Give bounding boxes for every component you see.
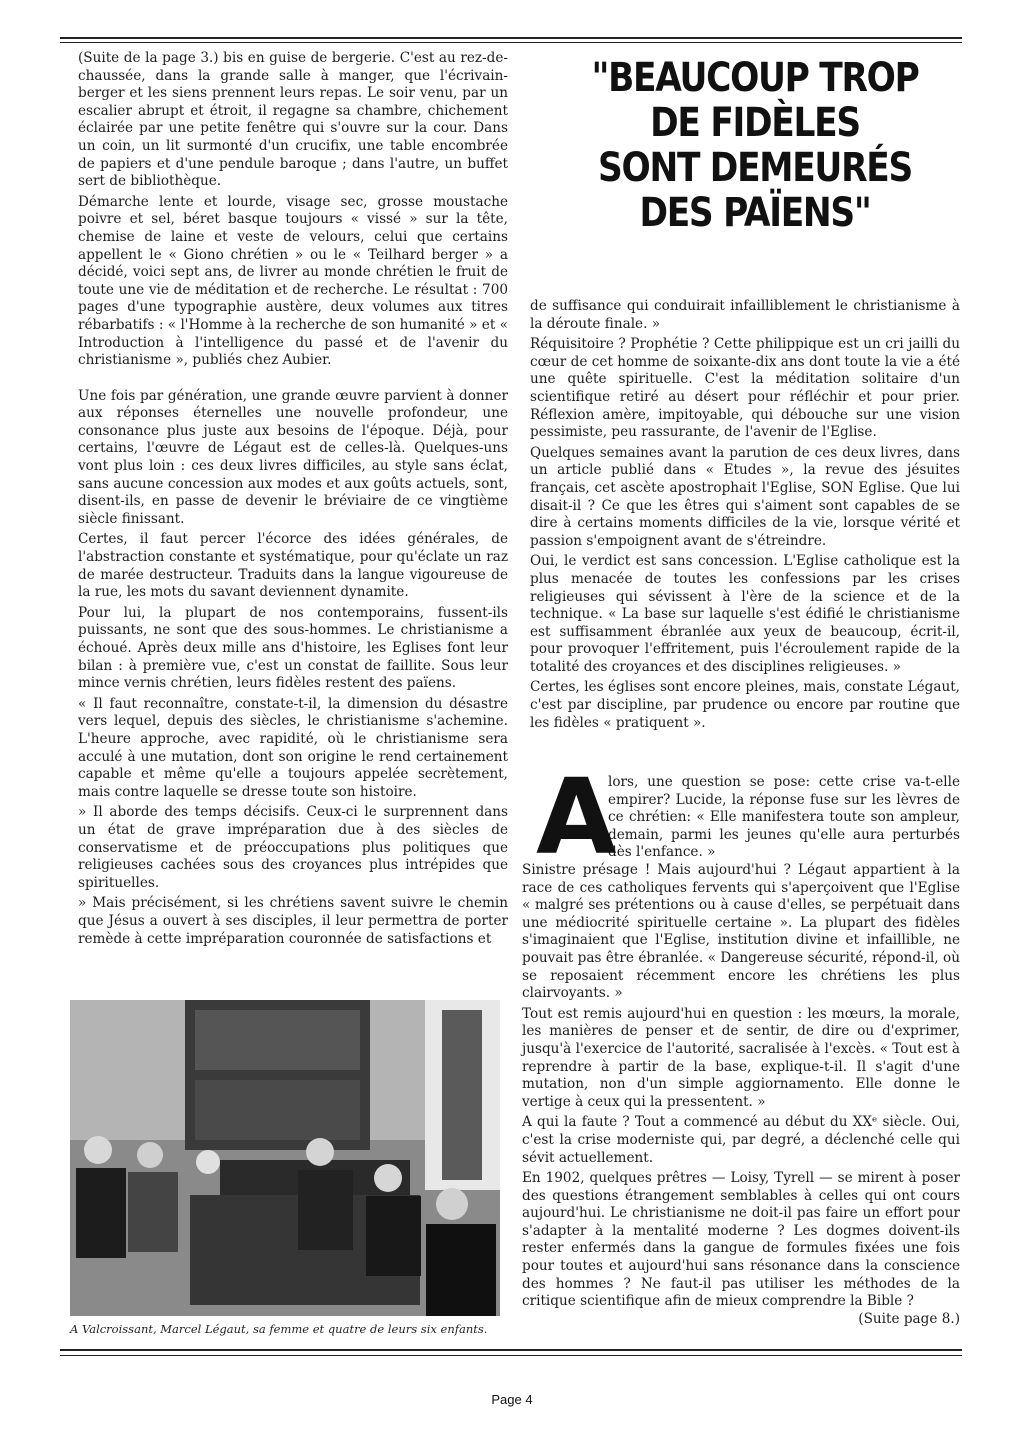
paragraph: (Suite de la page 3.) bis en guise de bergerie. C'est au rez-de-chaussée, dans la grande salle à manger, que l'écrivain-berger et les siens prennent leurs repas. Le soir venu, par un escalier abrupt et étroit, il regagne sa chambre, chichement éclairée par une petite fenêtre qui s'ouvre sur la cour. Dans un coin, un lit surmonté d'un crucifix, une table encombrée de papiers et d'une pendule baroque ; dans l'autre, un buffet sert de bibliothèque.	[78, 50, 508, 190]
bottom-rule-thin	[60, 1355, 962, 1356]
paragraph: Une fois par génération, une grande œuvre parvient à donner aux réponses éternelles une nouvelle profondeur, une consonance plus juste aux besoins de l'époque. Déjà, pour certains, l'œuvre de Légaut est de celles-là. Quelques-uns vont plus loin : ces deux livres difficiles, au style sans éclat, sans aucune concession aux modes et aux goûts actuels, sont, disent-ils, en passe de devenir le bréviaire de ce vingtième siècle finissant.	[78, 387, 508, 527]
headline-line: "BEAUCOUP TROP	[591, 55, 919, 101]
dropcap-section	[530, 756, 960, 878]
top-rule	[60, 37, 962, 39]
photo-caption: A Valcroissant, Marcel Légaut, sa femme et quatre de leurs six enfants.	[70, 1322, 488, 1336]
paragraph: Certes, il faut percer l'écorce des idées générales, de l'abstraction constante et systématique, pour qu'éclate un raz de marée destructeur. Traduits dans la langue vigoureuse de la rue, les mots du savant deviennent dynamite.	[78, 531, 508, 601]
paragraph: Oui, le verdict est sans concession. L'Eglise catholique est la plus menacée de toutes les confessions par les crises religieuses qui sévissent à l'ère de la science et de la technique. « La base sur laquelle s'est édifié le christianisme est suffisamment ébranlée aux yeux de beaucoup, écrit-il, pour provoquer l'effritement, puis l'écroulement rapide de la totalité des croyances et des disciplines religieuses. »	[530, 553, 960, 675]
paragraph: Sinistre présage ! Mais aujourd'hui ? Légaut appartient à la race de ces catholiques fervents qui s'aperçoivent que l'Eglise « malgré ses prétentions ou à cause d'elles, se perpétuait dans une médiocrité spirituelle certaine ». La plupart des fidèles s'imaginaient que l'Eglise, institution divine et infaillible, ne pouvait pas être ébranlée. « Dangereuse sécurité, répond-il, où se reposaient récemment encore les chrétiens les plus clairvoyants. »	[522, 862, 960, 1002]
page-number: Page 4	[491, 1392, 533, 1407]
paragraph: En 1902, quelques prêtres — Loisy, Tyrell — se mirent à poser des questions étrangement semblables à celles qui ont cours aujourd'hui. Le christianisme ne doit-il pas faire un effort pour s'adapter à la mentalité moderne ? Les dogmes doivent-ils rester enfermés dans la gangue de formules fixées une fois pour toutes et aujourd'hui sans résonance dans la conscience des hommes ? Ne faut-il pas utiliser les méthodes de la critique scientifique afin de mieux comprendre la Bible ?	[522, 1170, 960, 1310]
paragraph: « Il faut reconnaître, constate-t-il, la dimension du désastre vers lequel, depuis des siècles, le christianisme s'achemine. L'heure approche, avec rapidité, où le christianisme sera acculé à une mutation, dont son origine le rend certainement capable et même qu'elle a toujours appelée secrètement, mais contre laquelle se dresse toute son histoire.	[78, 695, 508, 800]
paragraph: Tout est remis aujourd'hui en question : les mœurs, la morale, les manières de penser et de sentir, de dire ou d'exprimer, jusqu'à l'exercice de l'autorité, sacralisée à l'excès. « Tout est à reprendre à partir de la base, explique-t-il. Il s'agit d'une mutation, non d'un simple aggiornamento. Elle donne le vertige à ceux qui la pressentent. »	[522, 1005, 960, 1110]
paragraph: » Mais précisément, si les chrétiens savent suivre le chemin que Jésus a ouvert à ses disciples, il leur permettra de porter remède à cette impréparation couronnée de satisfactions et	[78, 895, 508, 947]
headline-line: DE FIDÈLES	[650, 100, 860, 146]
headline-line: SONT DEMEURÉS	[598, 145, 912, 191]
dropcap-paragraph: lors, une question se pose: cette crise va-t-elle empirer? Lucide, la réponse fuse sur les lèvres de ce chrétien: « Elle manifestera toute son ampleur, demain, parmi les jeunes qu'elle aura perturbés dès l'enfance. »	[608, 774, 960, 861]
continuation-label: (Suite page 8.)	[858, 1310, 960, 1327]
dropcap-letter: A	[536, 756, 617, 878]
paragraph: Certes, les églises sont encore pleines, mais, constate Légaut, c'est par discipline, par prudence ou encore par routine que les fidèles « pratiquent ».	[530, 679, 960, 731]
paragraph: de suffisance qui conduirait infailliblement le christianisme à la déroute finale. »	[530, 298, 960, 332]
article-headline	[583, 56, 927, 236]
right-column-lower	[522, 862, 960, 1328]
paragraph: Pour lui, la plupart de nos contemporains, fussent-ils puissants, ne sont que des sous-hommes. Le christianisme a échoué. Après deux mille ans d'histoire, les Eglises font leur bilan : à première vue, c'est un constat de faillite. Sous leur mince vernis chrétien, leurs fidèles restent des païens.	[78, 604, 508, 692]
headline-line: DES PAÏENS"	[639, 190, 871, 236]
paragraph: A qui la faute ? Tout a commencé au début du XXᵉ siècle. Oui, c'est la crise moderniste qui, par degré, a déclenché celle qui sévit actuellement.	[522, 1114, 960, 1166]
top-rule-thin	[60, 42, 962, 43]
paragraph: Démarche lente et lourde, visage sec, grosse moustache poivre et sel, béret basque toujours « vissé » sur la tête, chemise de laine et veste de velours, celui que certains appellent le « Giono chrétien » ou le « Teilhard berger » a décidé, voici sept ans, de livrer au monde chrétien le fruit de toute une vie de méditation et de recherche. Le résultat : 700 pages d'une typographie austère, deux volumes aux titres rébarbatifs : « l'Homme à la recherche de son humanité » et « Introduction à l'intelligence du passé et de l'avenir du christianisme », publiés chez Aubier.	[78, 193, 508, 369]
family-photo	[70, 1000, 500, 1316]
bottom-rule	[60, 1349, 962, 1351]
paragraph: Quelques semaines avant la parution de ces deux livres, dans un article publié dans « Etudes », la revue des jésuites français, cet ascète apostrophait l'Eglise, SON Eglise. Que lui disait-il ? Ce que les êtres qui s'aiment sont capables de se dire à certains moments difficiles de la vie, lorsque vérité et passion s'empoignent avant de s'étreindre.	[530, 444, 960, 549]
right-column	[530, 298, 960, 732]
left-column	[78, 50, 508, 948]
paragraph: Réquisitoire ? Prophétie ? Cette philippique est un cri jailli du cœur de cet homme de soixante-dix ans dont toute la vie a été une quête spirituelle. C'est la méditation solitaire d'un scientifique retiré au désert pour réfléchir et pour prier. Réflexion amère, impitoyable, qui débouche sur une vision pessimiste, peu rassurante, de l'avenir de l'Eglise.	[530, 336, 960, 441]
paragraph: » Il aborde des temps décisifs. Ceux-ci le surprennent dans un état de grave impréparation due à des siècles de conservatisme et de préoccupations plus politiques que religieuses cachées sous des croyances plus intrépides que spirituelles.	[78, 804, 508, 891]
